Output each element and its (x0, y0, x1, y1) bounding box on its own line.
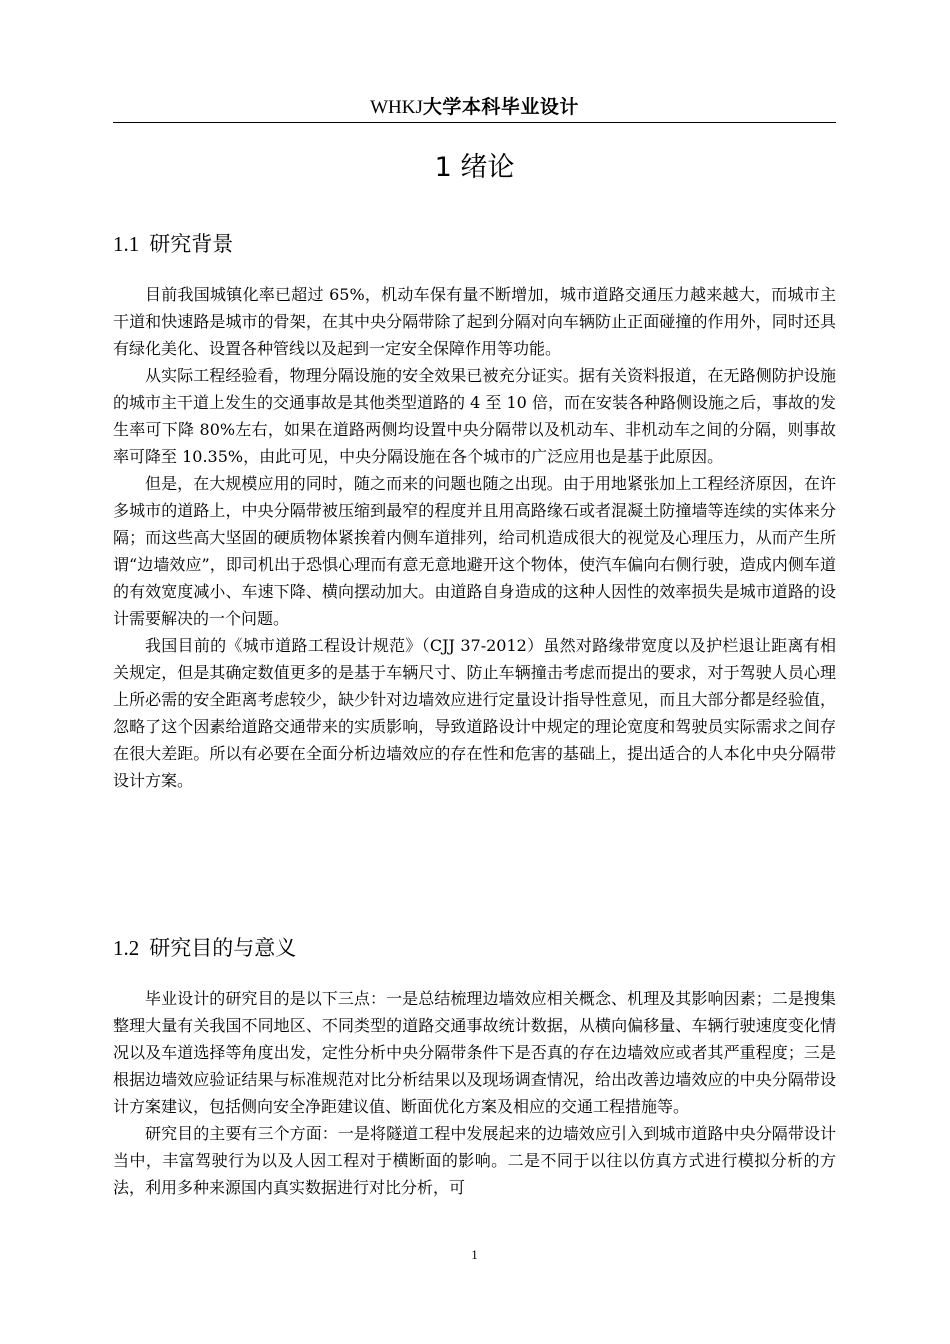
section-1-2-body (113, 985, 836, 1201)
chapter-title: 1 绪论 (434, 152, 515, 183)
header-brand: WHKJ (370, 97, 423, 118)
page-header (113, 92, 836, 123)
paragraph: 但是，在大规模应用的同时，随之而来的问题也随之出现。由于用地紧张加上工程经济原因，在许多城市的道路上，中央分隔带被压缩到最窄的程度并且用高路缘石或者混凝土防撞墙等连续的实体来分隔；而这些高大坚固的硬质物体紧挨着内侧车道排列，给司机造成很大的视觉及心理压力，从而产生所谓“边墙效应”，即司机出于恐惧心理而有意无意地避开这个物体，使汽车偏向右侧行驶，造成内侧车道的有效宽度减小、车速下降、横向摆动加大。由道路自身造成的这种人因性的效率损失是城市道路的设计需要解决的一个问题。 (113, 474, 836, 628)
paragraph: 研究目的主要有三个方面：一是将隧道工程中发展起来的边墙效应引入到城市道路中央分隔带设计当中，丰富驾驶行为以及人因工程对于横断面的影响。二是不同于以往以仿真方式进行模拟分析的方法，利用多种来源国内真实数据进行对比分析，可 (113, 1124, 836, 1197)
header-title: 大学本科毕业设计 (422, 96, 579, 118)
section-title: 研究背景 (149, 232, 234, 256)
section-heading-1-2 (113, 933, 836, 963)
paragraph: 毕业设计的研究目的是以下三点：一是总结梳理边墙效应相关概念、机理及其影响因素；二是搜集整理大量有关我国不同地区、不同类型的道路交通事故统计数据，从横向偏移量、车辆行驶速度变化情况以及车道选择等角度出发，定性分析中央分隔带条件下是否真的存在边墙效应或者其严重程度；三是根据边墙效应验证结果与标准规范对比分析结果以及现场调查情况，给出改善边墙效应的中央分隔带设计方案建议，包括侧向安全净距建议值、断面优化方案及相应的交通工程措施等。 (113, 989, 836, 1116)
paragraph: 从实际工程经验看，物理分隔设施的安全效果已被充分证实。据有关资料报道，在无路侧防护设施的城市主干道上发生的交通事故是其他类型道路的 4 至 10 倍，而在安装各种路侧设施之后，事故的发生率可下降 80%左右，如果在道路两侧均设置中央分隔带以及机动车、非机动车之间的分隔，则事故率可降至 10.35%，由此可见，中央分隔设施在各个城市的广泛应用也是基于此原因。 (113, 366, 836, 466)
paragraph: 目前我国城镇化率已超过 65%，机动车保有量不断增加，城市道路交通压力越来越大，而城市主干道和快速路是城市的骨架，在其中央分隔带除了起到分隔对向车辆防止正面碰撞的作用外，同时还具有绿化美化、设置各种管线以及起到一定安全保障作用等功能。 (113, 285, 836, 358)
section-title: 研究目的与意义 (149, 936, 297, 960)
section-number: 1.2 (113, 936, 140, 960)
section-number: 1.1 (113, 232, 140, 256)
paragraph: 我国目前的《城市道路工程设计规范》（CJJ 37-2012）虽然对路缘带宽度以及护栏退让距离有相关规定，但是其确定数值更多的是基于车辆尺寸、防止车辆撞击考虑而提出的要求，对于驾驶人员心理上所必需的安全距离考虑较少，缺少针对边墙效应进行定量设计指导性意见，而且大部分都是经验值，忽略了这个因素给道路交通带来的实质影响，导致道路设计中规定的理论宽度和驾驶员实际需求之间存在很大差距。所以有必要在全面分析边墙效应的存在性和危害的基础上，提出适合的人本化中央分隔带设计方案。 (113, 636, 836, 790)
section-heading-1-1 (113, 229, 836, 259)
section-1-1-body (113, 281, 836, 794)
page-number: 1 (471, 1247, 478, 1262)
